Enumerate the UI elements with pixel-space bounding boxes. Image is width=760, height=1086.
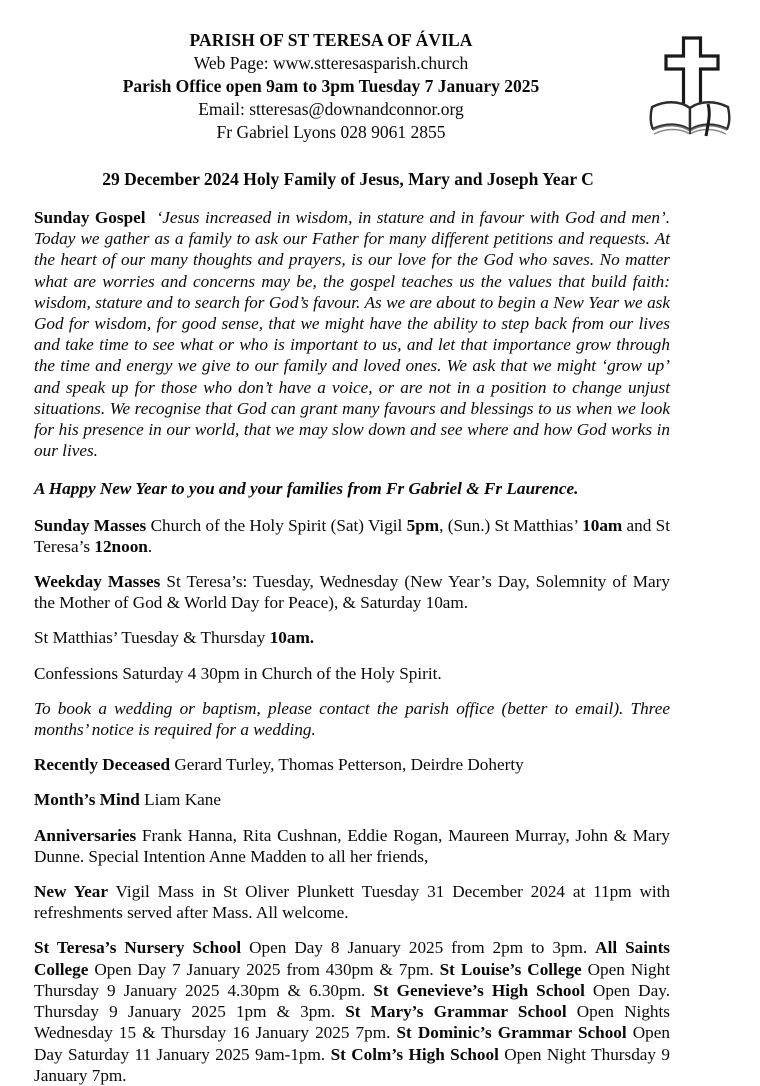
sunday-masses-text-1: Church of the Holy Spirit (Sat) Vigil <box>146 515 407 535</box>
page-title: PARISH OF ST TERESA OF ÁVILA <box>189 30 473 50</box>
new-year-greeting: A Happy New Year to you and your families from Fr Gabriel & Fr Laurence. <box>34 479 579 499</box>
st-matthias-text: St Matthias’ Tuesday & Thursday <box>34 628 270 648</box>
recently-deceased-names: Gerard Turley, Thomas Petterson, Deirdre Doherty <box>170 755 524 775</box>
all-saints-college-label: All Saints College <box>34 938 670 979</box>
st-genevieves-high-school-text: Open Day. Thursday 9 January 2025 1pm & 3pm. <box>34 980 670 1022</box>
priest-contact-line: Fr Gabriel Lyons 028 9061 2855 <box>216 122 446 142</box>
new-year-text: Vigil Mass in St Oliver Plunkett Tuesday 31 December 2024 at 11pm with refreshments served after Mass. All welcome. <box>34 882 670 923</box>
months-mind-paragraph <box>34 789 670 810</box>
sunday-masses-text-3: and St Teresa’s <box>34 515 671 556</box>
sunday-masses-paragraph <box>34 515 670 557</box>
sunday-masses-text-2: , (Sun.) St Matthias’ <box>439 515 583 535</box>
new-year-label: New Year <box>34 882 109 902</box>
months-mind-names: Liam Kane <box>139 790 221 810</box>
booking-note-paragraph: To book a wedding or baptism, please contact the parish office (better to email). Three months’ notice is required for a wedding. <box>34 698 670 740</box>
weekday-masses-paragraph <box>34 571 670 613</box>
office-hours-line: Parish Office open 9am to 3pm Tuesday 7 January 2025 <box>122 76 540 96</box>
months-mind-label: Month’s Mind <box>34 790 140 810</box>
newsletter-body <box>34 207 670 1086</box>
st-louises-college-text: Open Night Thursday 9 January 2025 4.30pm & 6.30pm. <box>34 959 670 1000</box>
anniversaries-paragraph <box>34 825 670 867</box>
st-matthias-time: 10am. <box>269 628 315 648</box>
anniversaries-label: Anniversaries <box>34 825 137 845</box>
sunday-masses-text-4: . <box>147 536 153 556</box>
sunday-gospel-paragraph <box>34 207 670 461</box>
nursery-school-label: St Teresa’s Nursery School <box>34 938 242 958</box>
st-marys-grammar-school-label: St Mary’s Grammar School <box>345 1002 567 1022</box>
gospel-quote: ‘Jesus increased in wisdom, in stature and in favour with God and men’. <box>156 208 670 227</box>
weekday-masses-text: St Teresa’s: Tuesday, Wednesday (New Year’s Day, Solemnity of Mary the Mother of God & World Day for Peace), & Saturday 10am. <box>34 572 670 613</box>
st-colms-high-school-text: Open Night Thursday 9 January 7pm. <box>34 1044 670 1085</box>
st-genevieves-high-school-label: St Genevieve’s High School <box>373 980 585 1000</box>
cross-on-bible-icon <box>638 24 742 142</box>
sunday-masses-time-2: 10am <box>582 515 623 535</box>
sunday-gospel-label: Sunday Gospel <box>34 208 146 227</box>
st-louises-college-label: St Louise’s College <box>439 959 582 979</box>
feast-day-heading: 29 December 2024 Holy Family of Jesus, Mary and Joseph Year C <box>102 169 594 189</box>
schools-paragraph <box>34 937 670 1085</box>
recently-deceased-paragraph <box>34 754 670 775</box>
sunday-masses-time-3: 12noon <box>94 536 148 556</box>
sunday-masses-time-1: 5pm <box>406 515 440 535</box>
st-dominics-grammar-school-text: Open Day Saturday 11 January 2025 9am-1pm. <box>34 1023 670 1064</box>
newsletter-header <box>34 28 714 144</box>
email-line: Email: stteresas@downandconnor.org <box>198 99 464 119</box>
web-page-line: Web Page: www.stteresasparish.church <box>193 53 469 73</box>
st-dominics-grammar-school-label: St Dominic’s Grammar School <box>396 1023 627 1043</box>
recently-deceased-label: Recently Deceased <box>34 755 171 775</box>
all-saints-college-text: Open Day 7 January 2025 from 430pm & 7pm. <box>88 959 440 979</box>
st-marys-grammar-school-text: Open Nights Wednesday 15 & Thursday 16 January 2025 7pm. <box>34 1002 670 1043</box>
st-matthias-paragraph <box>34 627 670 648</box>
sunday-masses-label: Sunday Masses <box>34 515 147 535</box>
nursery-school-text: Open Day 8 January 2025 from 2pm to 3pm. <box>241 938 596 958</box>
anniversaries-names: Frank Hanna, Rita Cushnan, Eddie Rogan, Maureen Murray, John & Mary Dunne. Special Intention Anne Madden to all her friends, <box>34 825 670 866</box>
confessions-paragraph: Confessions Saturday 4 30pm in Church of the Holy Spirit. <box>34 663 442 683</box>
weekday-masses-label: Weekday Masses <box>34 572 161 592</box>
new-year-paragraph <box>34 881 670 923</box>
gospel-reflection: Today we gather as a family to ask our Father for many different petitions and requests. At the heart of our many thoughts and prayers, is our love for the God who saves. No matter what are worries and concerns may be, the gospel teaches us the values that build faith: wisdom, stature and to search for God’s favour. As we are about to begin a New Year we ask God for wisdom, for good sense, that we might have the ability to step back from our lives and take time to see what or who is important to us, and let that importance grow through the time and energy we give to our family and loved ones. We ask that we might ‘grow up’ and speak up for those who don’t have a voice, or are not in a position to change unjust situations. We recognise that God can grant many favours and blessings to us when we look for his presence in our world, that we may slow down and see where and how God works in our lives. <box>34 229 670 461</box>
st-colms-high-school-label: St Colm’s High School <box>330 1044 499 1064</box>
